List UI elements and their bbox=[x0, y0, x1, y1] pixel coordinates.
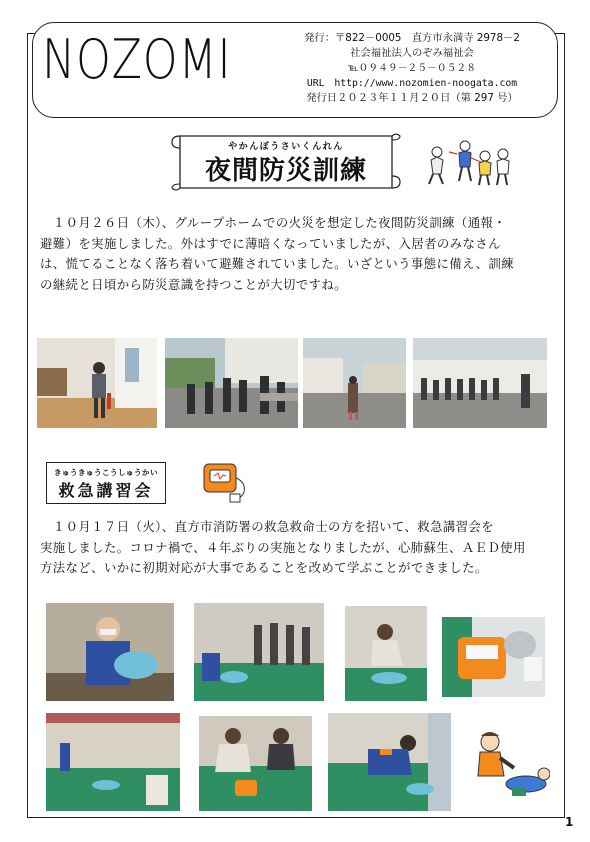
section2-line: 実施しました。コロナ禍で、４年ぶりの実施となりましたが、心肺蘇生、ＡＥＤ使用 bbox=[40, 539, 526, 555]
photo-chest-compression bbox=[345, 606, 427, 701]
cpr-cartoon-icon bbox=[466, 728, 550, 804]
photo-outdoor-gathering bbox=[303, 338, 406, 428]
newsletter-logo: NOZOMI bbox=[42, 28, 232, 91]
issue-date: 発行日２０２３年１１月２０日（第 297 号） bbox=[306, 92, 518, 104]
organization-name: 社会福祉法人のぞみ福祉会 bbox=[350, 47, 474, 59]
section2-paragraph bbox=[40, 517, 555, 579]
photo-instructor-mannequin bbox=[46, 603, 174, 701]
section1-line: は、慌てることなく落ち着いて避難されていました。いざという事態に備え、訓練 bbox=[40, 256, 514, 271]
section1-title-ruby: やかんぼうさいくんれん bbox=[228, 142, 344, 152]
section1-title: 夜間防災訓練 bbox=[204, 156, 367, 186]
publisher-info bbox=[277, 31, 547, 106]
aed-icon bbox=[200, 460, 252, 504]
photo-indoor-drill bbox=[37, 338, 157, 428]
photo-group-training bbox=[194, 603, 324, 701]
section1-line: 避難）を実施しました。外はすでに薄暗くなっていましたが、入居者のみなさん bbox=[40, 235, 501, 251]
photo-aed-device bbox=[442, 617, 545, 697]
section2-title: 救急講習会 bbox=[58, 481, 154, 500]
section1-line: の継続と日頃から防災意識を持つことが大切ですね。 bbox=[40, 276, 347, 292]
photo-evacuation-walk bbox=[165, 338, 298, 428]
section2-title-ruby: きゅうきゅうこうしゅうかい bbox=[54, 468, 158, 477]
phone-number: ℡０９４９－２５－０５２８ bbox=[347, 63, 477, 74]
section1-line: １０月２６日（木）、グループホームでの火災を想定した夜間防災訓練（通報・ bbox=[40, 215, 507, 230]
section-title-scroll bbox=[170, 126, 402, 198]
section2-line: 方法など、いかに初期対応が大事であることを改めて学ぶことができました。 bbox=[40, 560, 488, 575]
page-number: 1 bbox=[565, 815, 574, 829]
section1-paragraph bbox=[40, 213, 555, 295]
section2-title-box bbox=[46, 462, 166, 504]
publisher-address: 発行：〒822－0005 直方市永満寺 2978－2 bbox=[304, 32, 520, 44]
section2-line: １０月１７日（火）、直方市消防署の救急救命士の方を招いて、救急講習会を bbox=[40, 519, 495, 534]
website-url[interactable]: URL http://www.nozomien-noogata.com bbox=[306, 78, 518, 89]
photo-roll-call bbox=[413, 338, 547, 428]
photo-aed-practice bbox=[199, 716, 312, 811]
photo-training-room bbox=[46, 713, 180, 811]
photo-cpr-demo bbox=[328, 713, 451, 811]
evacuation-people-icon bbox=[423, 138, 515, 190]
